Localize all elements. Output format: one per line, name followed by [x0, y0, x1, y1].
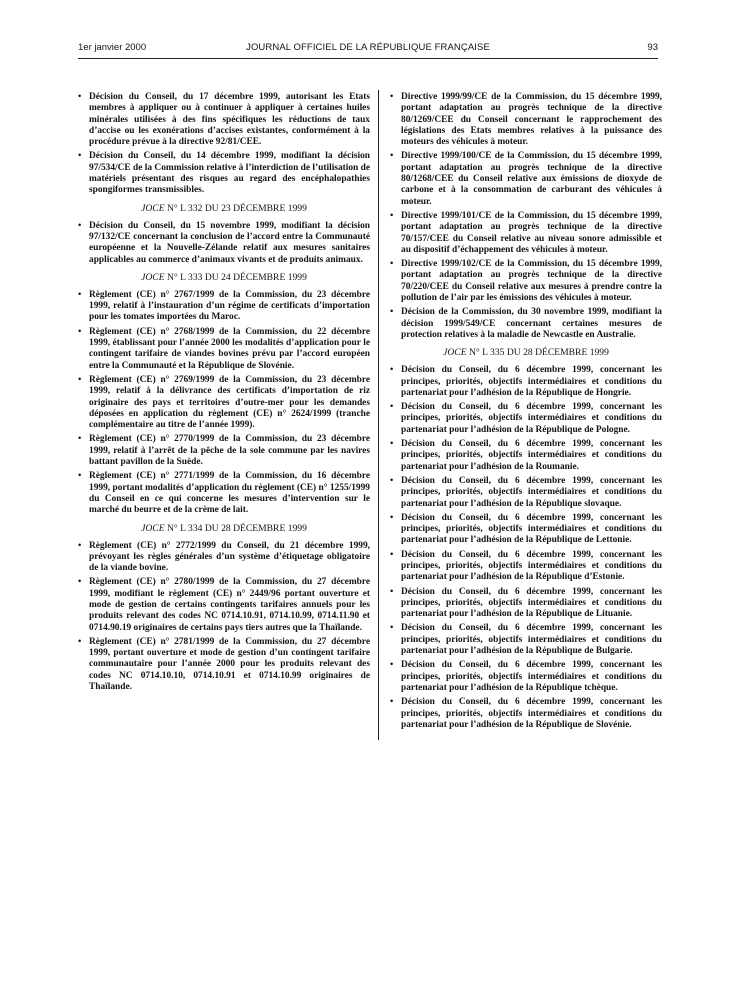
- list-item: • Règlement (CE) n° 2770/1999 de la Commission, du 23 décembre 1999, relatif à l’arrêt de la pêche de la sole commune par les navires battant pavillon de la Suède.: [78, 434, 370, 468]
- list-item: • Décision du Conseil, du 15 novembre 1999, modifiant la décision 97/132/CE concernant la conclusion de l’accord entre la Communauté européenne et la Nouvelle-Zélande relatif aux mesures sanitaires applicables au commerce d’animaux vivants et de produits animaux.: [78, 221, 370, 266]
- list-item: • Règlement (CE) n° 2768/1999 de la Commission, du 22 décembre 1999, établissant pour l’année 2000 les modalités d’application pour le contingent tarifaire de viandes bovines prévu par l’accord européen entre la Communauté et la République de Slovénie.: [78, 327, 370, 372]
- section-heading: [390, 347, 662, 358]
- list-item: • Décision du Conseil, du 6 décembre 1999, concernant les principes, priorités, objectifs intermédiaires et conditions du partenariat pour l’adhésion de la République de Hongrie.: [390, 365, 662, 399]
- journal-abbrev: JOCE: [141, 202, 165, 214]
- list-item: • Directive 1999/100/CE de la Commission, du 15 décembre 1999, portant adaptation au progrès technique de la directive 80/1268/CEE du Conseil relative aux émissions de dioxyde de carbone et à la consommation de carburant des véhicules à moteur.: [390, 151, 662, 207]
- list-item: • Règlement (CE) n° 2771/1999 de la Commission, du 16 décembre 1999, portant modalités d’application du règlement (CE) n° 1255/1999 du Conseil en ce qui concerne les mesures d’intervention sur le marché du beurre et de la crème de lait.: [78, 471, 370, 516]
- column-divider: [378, 90, 379, 740]
- list-item: • Décision du Conseil, du 6 décembre 1999, concernant les principes, priorités, objectifs intermédiaires et conditions du partenariat pour l’adhésion de la République d’Estonie.: [390, 550, 662, 584]
- header-date: 1er janvier 2000: [78, 42, 147, 53]
- right-column: [390, 92, 662, 734]
- list-item: • Décision du Conseil, du 6 décembre 1999, concernant les principes, priorités, objectifs intermédiaires et conditions du partenariat pour l’adhésion de la République de Lituanie.: [390, 587, 662, 621]
- section-heading-text: N° L 334 DU 28 DÉCEMBRE 1999: [164, 522, 307, 534]
- page-number: 93: [647, 42, 658, 53]
- list-item: • Décision du Conseil, du 14 décembre 1999, modifiant la décision 97/534/CE de la Commission relative à l’interdiction de l’utilisation de matériels présentant des risques au regard des encéphalopathies spongiformes transmissibles.: [78, 151, 370, 196]
- list-item: • Décision du Conseil, du 17 décembre 1999, autorisant les Etats membres à appliquer ou à continuer à appliquer à certaines huiles minérales utilisées à des fins spécifiques les réductions de taux d’accise ou les exonérations d’accises existantes, conformément à la procédure prévue à la directive 92/81/CEE.: [78, 92, 370, 148]
- section-heading-text: N° L 332 DU 23 DÉCEMBRE 1999: [164, 202, 307, 214]
- list-item: • Règlement (CE) n° 2769/1999 de la Commission, du 23 décembre 1999, relatif à la délivrance des certificats d’importation de riz originaire des pays et territoires d’outre-mer pour les demandes déposées en application du règlement (CE) n° 2624/1999 (tranche complémentaire au titre de l’année 1999).: [78, 375, 370, 431]
- journal-abbrev: JOCE: [443, 347, 467, 359]
- left-column: [78, 92, 370, 696]
- list-item: • Décision du Conseil, du 6 décembre 1999, concernant les principes, priorités, objectifs intermédiaires et conditions du partenariat pour l’adhésion de la République de Pologne.: [390, 402, 662, 436]
- section-heading: [78, 523, 370, 534]
- list-item: • Décision du Conseil, du 6 décembre 1999, concernant les principes, priorités, objectifs intermédiaires et conditions du partenariat pour l’adhésion de la République de Slovénie.: [390, 697, 662, 731]
- header-rule: [78, 58, 658, 59]
- section-heading: [78, 203, 370, 214]
- journal-abbrev: JOCE: [141, 522, 165, 534]
- list-item: • Règlement (CE) n° 2767/1999 de la Commission, du 23 décembre 1999, relatif à l’instauration d’un régime de certificats d’importation pour les tomates importées du Maroc.: [78, 290, 370, 324]
- list-item: • Décision du Conseil, du 6 décembre 1999, concernant les principes, priorités, objectifs intermédiaires et conditions du partenariat pour l’adhésion de la République tchèque.: [390, 660, 662, 694]
- list-item: • Décision de la Commission, du 30 novembre 1999, modifiant la décision 1999/549/CE concernant certaines mesures de protection relatives à la maladie de Newcastle en Australie.: [390, 307, 662, 341]
- section-heading-text: N° L 335 DU 28 DÉCEMBRE 1999: [466, 347, 609, 359]
- journal-title: JOURNAL OFFICIEL DE LA RÉPUBLIQUE FRANÇAISE: [246, 42, 490, 53]
- journal-abbrev: JOCE: [141, 271, 165, 283]
- section-heading-text: N° L 333 DU 24 DÉCEMBRE 1999: [164, 271, 307, 283]
- list-item: • Directive 1999/101/CE de la Commission, du 15 décembre 1999, portant adaptation au progrès technique de la directive 70/157/CEE du Conseil relative au niveau sonore admissible et au dispositif d’échappement des véhicules à moteur.: [390, 211, 662, 256]
- list-item: • Règlement (CE) n° 2781/1999 de la Commission, du 27 décembre 1999, portant ouverture et mode de gestion d’un contingent tarifaire communautaire pour l’année 2000 pour les produits relevant des codes NC 0714.10.10, 0714.10.91 et 0714.10.99 originaires de Thaïlande.: [78, 637, 370, 693]
- list-item: • Décision du Conseil, du 6 décembre 1999, concernant les principes, priorités, objectifs intermédiaires et conditions du partenariat pour l’adhésion de la République de Lettonie.: [390, 513, 662, 547]
- list-item: • Décision du Conseil, du 6 décembre 1999, concernant les principes, priorités, objectifs intermédiaires et conditions du partenariat pour l’adhésion de la République slovaque.: [390, 476, 662, 510]
- list-item: • Décision du Conseil, du 6 décembre 1999, concernant les principes, priorités, objectifs intermédiaires et conditions du partenariat pour l’adhésion de la République de Bulgarie.: [390, 623, 662, 657]
- list-item: • Directive 1999/102/CE de la Commission, du 15 décembre 1999, portant adaptation au progrès technique de la directive 70/220/CEE du Conseil relative aux mesures à prendre contre la pollution de l’air par les émissions des véhicules à moteur.: [390, 259, 662, 304]
- list-item: • Décision du Conseil, du 6 décembre 1999, concernant les principes, priorités, objectifs intermédiaires et conditions du partenariat pour l’adhésion de la Roumanie.: [390, 439, 662, 473]
- list-item: • Directive 1999/99/CE de la Commission, du 15 décembre 1999, portant adaptation au progrès technique de la directive 80/1269/CEE du Conseil concernant le rapprochement des législations des Etats membres relatives à la puissance des moteurs des véhicules à moteur.: [390, 92, 662, 148]
- page-header: [78, 42, 658, 58]
- section-heading: [78, 272, 370, 283]
- list-item: • Règlement (CE) n° 2780/1999 de la Commission, du 27 décembre 1999, modifiant le règlement (CE) n° 2449/96 portant ouverture et mode de gestion de certains contingents tarifaires annuels pour les produits relevant des codes NC 0714.10.91, 0714.10.99, 0714.11.90 et 0714.90.19 originaires de certains pays tiers autres que la Thaïlande.: [78, 577, 370, 633]
- list-item: • Règlement (CE) n° 2772/1999 du Conseil, du 21 décembre 1999, prévoyant les règles générales d’un système d’étiquetage obligatoire de la viande bovine.: [78, 541, 370, 575]
